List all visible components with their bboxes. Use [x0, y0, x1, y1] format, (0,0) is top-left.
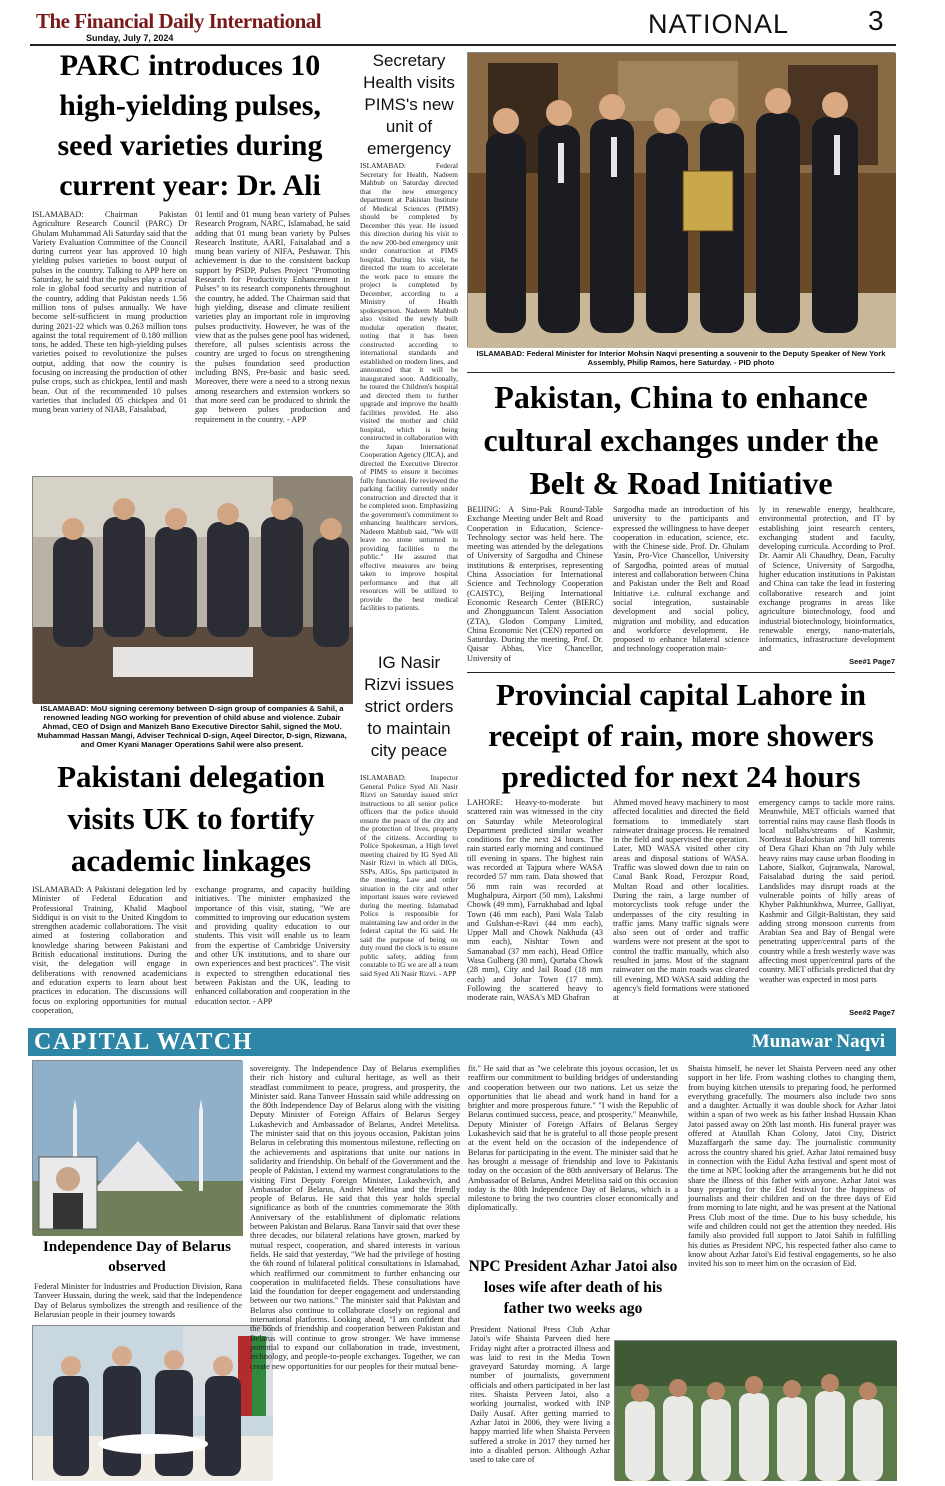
- china-continued-note: See#1 Page7: [849, 657, 895, 666]
- mou-photo-caption: ISLAMABAD: MoU signing ceremony between D-sign group of companies & Sahil, a renowned leading NGO working for prevention of child abuse and violence. Zubair Ahmad, CEO of Dsign and Manizeh Bano Executive Director Sahil, signed the MoU. Muhammad Hassan Mangi, Adviser Technical D-sign, Aqeel Director, D-sign, Rizwana, and Omer Kyani Manager Operations Sahil were also present.: [37, 704, 347, 749]
- lahore-headline: Provincial capital Lahore in receipt of rain, more showers predicted for next 24 hours: [488, 677, 874, 794]
- npc-body-col4: Shaista himself, he never let Shaista Perveen need any other support in her life. From washing clothes to changing them, from buying kitchen utensils to preparing food, he performed everything gracefully. The mourners also include two sons and a daughter. Actually it was double shock for Azhar Jatoi within a span of two week as his father Inshad Hussain Khan Jatoi passed away on 20th last month. His funeral prayer was offered at Ataullah Khan Colony, Jatoi City, District Muzaffargarh the same day. The journalistic community across the country shared his grief. Azhar Jatoi remained busy in connection with the Eidul Azha festival and spent most of the time at NPC looking after the arrangements but he did not share the illness of this father with anyone. Azhar Jatoi was busy preparing for the Eid festival for the happiness of journalists and their children and on the three days of Eid from morning to late night, and he was present at the National Press Club most of the time. Due to his busy schedule, his wife and children could not get the attention they needed. His family also provided full support to Jatoi Sahib in fulfilling his duties as President NPC, his respected father also came to know about Azhar Jatoi's Eid festival engagements, so he also invited his son to meet him on the occasion of Eid.: [688, 1064, 896, 1269]
- mosque-photo-illustration: [33, 1061, 243, 1236]
- naqvi-photo-caption: ISLAMABAD: Federal Minister for Interior Mohsin Naqvi presenting a souvenir to the Deputy Speaker of New York Assembly, Philip Ramos, here Saturday. - PID photo: [476, 349, 886, 367]
- belarus-intro: Federal Minister for Industries and Production Division, Rana Tanveer Hussain, during the week, said that the Independence Day of Belarus symbolizes the strength and resilience of the Belarusian people in their journey towards: [34, 1282, 242, 1319]
- belarus-body-col3: fit." He said that as "we celebrate this joyous occasion, let us reaffirm our commitment to building bridges of understanding and cooperation between our two nations. Let us seize the opportunities that lie ahead and work hand in hand for a brighter and more prosperous future." "I wish the Republic of Belarus continued success, peace, and prosperity." Meanwhile, Deputy Minister of Foreign Affairs of Belarus Sergey Lukashevich said that he is grateful to all those people present at the event held on the occasion of the independence of Belarus for participating in the event. The minister said that he has brought a message of friendship and love to Pakistanis today on the occasion of the 80th anniversary of Belarus. The Ambassador of Belarus, Andrei Metelitsa said on this occasion today is the 80th Independence Day of Belarus, which is a milestone to bring the two countries closer economically and diplomatically.: [468, 1064, 678, 1213]
- faisal-mosque-photo: [32, 1060, 242, 1235]
- divider: [467, 372, 895, 373]
- lahore-continued-note: See#2 Page7: [849, 1008, 895, 1017]
- funeral-photo-illustration: [615, 1341, 897, 1481]
- funeral-prayer-photo: [614, 1340, 896, 1480]
- capital-watch-title: CAPITAL WATCH: [34, 1029, 253, 1055]
- ig-headline: IG Nasir Rizvi issues strict orders to maintain city peace: [364, 653, 454, 760]
- belarus-body-col2: sovereignty. The Independence Day of Belarus exemplifies their rich history and cultural heritage, as well as their steadfast commitment to peace, progress, and prosperity, the Minister said. Rana Tanveer Hussain said while addressing on the 80th Independence Day of Belarus along with the visiting Deputy Minister of Foreign Affairs of Belarus Sergey Lukashevich and Ambassador of Belarus, Andrei Metelitsa. The minister said that on this joyous occasion, Pakistan joins Belarus in celebrating this momentous milestone, reflecting on the achievements and aspirations that unite our nations in solidarity and friendship. On behalf of the Government and the people of Pakistan, I extend my warmest congratulations to the visiting First Deputy Foreign Minister, Lukashevich, and Ambassador of Belarus, Andrei Metelitsa and the friendly people of Belarus. He said that this year holds special significance as both of the countries commemorate the 30th Anniversary of the establishment of diplomatic relations between Pakistan and Belarus. Rana Tanvir said that over these three decades, our bilateral relations have grown, marked by mutual respect, cooperation, and shared interests in various fields. He said that yesterday, "We had the privilege of hosting the 6th round of bilateral political consultations in Islamabad, which reaffirmed our commitment to further enhancing our cooperation in multifaceted fields. These consultations have laid the foundation for deeper engagement and understanding between our two nations." The minister said that Pakistan and Belarus also continue to collaborate closely on regional and international platforms. Looking ahead, "I am confident that the bonds of friendship and cooperation between Pakistan and Belarus will continue to grow stronger. We have immense potential to expand our collaboration in trade, investment, technology, and people-to-people exchanges. Together, we can create new opportunities for our peoples for their mutual bene-: [250, 1064, 460, 1371]
- parc-body-col2: 01 lentil and 01 mung bean variety of Pulses Research Program, NARC, Islamabad, he said adding that 01 mung bean variety by Pulses Research Institute, AARI, Faisalabad and a mung bean variety of NIFA, Peshawar. This achievement is due to the consistent backup support by PSDP, Pulses Project "Promoting Research for Productivity Enhancement in Pulses" to its research components throughout the country, he added. The Chairman said that high yielding, disease and climate resilient varieties play an important role in improving pulses productivity. However, he was of the view that as the pulses gene pool has widened, therefore, all pulses scientists across the country are urged to focus on strengthening the pulses foundation seed production including BNS, Pre-basic and basic seed. Moreover, there were a need to a strong nexus among researchers and extension workers so that more seed can be produced to shrink the gap between pulses production and requirement in the country. - APP: [195, 210, 350, 424]
- npc-body: President National Press Club Azhar Jatoi's wife Shaista Parveen died here Friday night after a protracted illness and was laid to rest in the Media Town graveyard Saturday morning. A large number of journalists, government officials and others participated in her last rites. Shaista Perveen Jatoi, also a working journalist, worked with INP Daily Ausaf. After getting married to Azhar Jatoi in 2006, they were living a happy married life when Shaista Perveen suffered a stroke in 2017 they turned her into a disabled person. Although Azhar used to take care of: [470, 1325, 610, 1465]
- china-body-col1: BEIJING: A Sino-Pak Round-Table Exchange Meeting under Belt and Road Cooperation in Education, Science-Technology sector was held here. The meeting was attended by the delegations of University of Sargodha and Chinese institutions & enterprises, representing China Association for International Science and Technology Cooperation (CAISTC), Beijing International Economic Research Center (BIERC) and Zhongguancun Talent Association (ZTA), Glodon Company Limited, China Economic Net (CEN) reported on Saturday. During the meeting, Prof. Dr. Qaisar Abbas, Vice Chancellor, University of: [467, 505, 603, 663]
- belarus-headline: Independence Day of Belarus observed: [43, 1239, 231, 1275]
- section-name: NATIONAL: [648, 9, 790, 39]
- naqvi-souvenir-photo: [467, 52, 895, 347]
- lahore-body-col2: Ahmed moved heavy machinery to most affected localities and directed the field formations to immediately start rainwater drainage process. He remained in the field and supervised the operation. Later, MD WASA visited other city areas and disposal stations of WASA. Traffic was slowed down due to rain on Canal Bank Road, Ferozpur Road, Multan Road and other localities. During the rain, a large number of motorcyclists took refuge under the underpasses of the city resulting in traffic jams. Many traffic signals were also seen out of order and traffic wardens were not present at the spot to control the traffic manually, which also resulted in jams. Most of the stagnant rainwater on the main roads was cleared till evening, MD WASA said adding the agency's field formations were stationed at: [613, 798, 749, 1003]
- mou-photo-illustration: [33, 477, 353, 704]
- uk-body-col2: exchange programs, and capacity building initiatives. The minister emphasized the importance of this visit, stating, "We are committed to improving our education system and providing quality education to our students. This visit will enable us to learn from the expertise of Cambridge University and other UK institutions, and to share our own experiences and best practices". The visit is expected to strengthen educational ties between Pakistan and the UK, leading to enhanced collaboration and cooperation in the education sector. - APP: [195, 885, 350, 1006]
- lahore-body-col1: LAHORE: Heavy-to-moderate but scattered rain was witnessed in the city on Saturday while Meteorological Department predicted similar weather conditions for the next 24 hours. The rain started early morning and continued till evening in spans. The highest rain was recorded at Tajpura where WASA recorded 57 mm rain. Data showed that 56 mm rain was recorded at Mughalpura, Airport (50 mm), Lakshmi Chowk (49 mm), Farrukhabad and Iqbal Town (46 mm each), Pani Wala Talab and Gulshan-e-Ravi (44 mm each), Upper Mall and Chowk Nakhuda (43 mm each), Nishtar Town and Samanabad (37 mm each), Head Office Wasa Gulberg (30 mm), Qurtaba Chowk (28 mm), City and Jail Road (18 mm each) and Johar Town (17 mm). Following the scattered heavy to moderate rain, WASA's MD Ghafran: [467, 798, 603, 1003]
- divider: [467, 672, 895, 673]
- pims-body: ISLAMABAD: Federal Secretary for Health, Nadeem Mahbub on Saturday directed that the new emergency department at Pakistan Institute of Medical Sciences (PIMS) should be completed by December this year. He issued this direction during his visit to the new 200-bed emergency unit under construction at PIMS hospital. During his visit, he directed the team to accelerate the work pace to ensure the project is completed by December, according to a Ministry of Health spokesperson. Nadeem Mahbub also visited the newly built modular operation theater, noting that it has been constructed according to international standards and established on modern lines, and announced that it will be inaugurated soon. Additionally, he toured the Children's hospital and directed them to further upgrade and improve the health facilities provided. He also visited the mother and child hospital, which is being constructed in collaboration with the Japan International Cooperation Agency (JICA), and directed the Executive Director of PIMS to ensure it becomes fully functional. He reviewed the parking facility currently under construction and directed that it be completed soon. Emphasizing the government's commitment to enhancing healthcare services, Nadeem Mahbub said, "We will leave no stone unturned in providing facilities to the public." He assured that effective measures are being taken to improve hospital performance and that all resources will be utilized to provide the best medical facilities to patients.: [360, 161, 458, 612]
- mou-signing-photo: [32, 476, 352, 703]
- page-number: 3: [868, 5, 884, 36]
- column-author: Munawar Naqvi: [751, 1031, 885, 1052]
- china-headline: Pakistan, China to enhance cultural exchanges under the Belt & Road Initiative: [483, 379, 879, 501]
- uk-body-col1: ISLAMABAD: A Pakistani delegation led by Minister of Federal Education and Professional Training, Khalid Maqbool Siddiqui is on visit to the United Kingdom to strengthen academic collaborations. The visit aimed at fostering collaboration and knowledge sharing between Pakistani and British educational institutions. During the visit, the delegation will engage in deliberations with renowned academicians and education experts to learn about best practices in education. The discussions will focus on exploring opportunities for mutual cooperation,: [32, 885, 187, 1015]
- uk-headline: Pakistani delegation visits UK to fortify academic linkages: [57, 759, 325, 878]
- npc-headline: NPC President Azhar Jatoi also loses wife after death of his father two weeks ago: [468, 1258, 678, 1317]
- ceremony-photo-illustration: [33, 1326, 273, 1481]
- lahore-body-col3: emergency camps to tackle more rains. Meanwhile, MET officials warned that torrential rains may cause flash floods in local nullahs/streams of Kashmir, Northeast Balochistan and hill torrents of Dera Ghazi Khan on 7th July while heavy rains may cause urban flooding in Lahore, Sialkot, Gujranwala, Narowal, Faisalabad during the said period. Landslides may disrupt roads at the vulnerable points of hilly areas of Khyber Pakhtunkhwa, Murree, Galliyat, Kashmir and Gilgit-Baltistan, they said adding strong monsoon currents from Arabian Sea and Bay of Bengal were penetrating upper/central parts of the country while a fresh westerly wave was affecting most upper/central parts of the country. MET officials predicted that dry weather was expected in most parts: [759, 798, 896, 984]
- parc-body-col1: ISLAMABAD: Chairman Pakistan Agriculture Research Council (PARC) Dr Ghulam Muhammad Ali Saturday said that the Variety Evaluation Committee of the Council during current year has approved 10 high yielding pulses varieties to boost output of pulses in the country. Talking to APP here on Saturday, he said that the pulses play a crucial role in global food security and nutrition of the country, adding that Pakistan needs 1.56 million tons of pulses annually. We have become self-sufficient in mung production during 2021-22 which was 0.263 million tons against the total requirement of 0.180 million tons, he added. These ten high-yielding pulses varieties poised to revolutionize the pulses output, adding that now the country is focusing on increasing the production of other pulse crops, such as chickpea, lentil and mash bean. Out of the recommended 10 pulses varieties that included 05 chickpea and 01 mung bean variety of NIAB, Faisalabad,: [32, 210, 187, 415]
- masthead-date: Sunday, July 7, 2024: [86, 33, 174, 43]
- masthead-title: The Financial Daily International: [36, 9, 322, 33]
- china-body-col3: ly in renewable energy, healthcare, environmental protection, and IT by establishing joint research centers, exchanging student and faculty, developing curricula. According to Prof. Dr. Aamir Ali Chaudhry, Dean, Faculty of Science, University of Sargodha, higher education institutions in Pakistan and China can take the lead in fostering collaborative research and joint exchange programs in areas like agriculture biotechnology, food and industrial biotechnology, bioinformatics, renewable energy, nano-materials, informatics, infrastructure development and: [759, 505, 895, 654]
- pims-headline: Secretary Health visits PIMS's new unit of emergency: [363, 51, 455, 158]
- belarus-ceremony-photo: [32, 1325, 272, 1480]
- parc-headline: PARC introduces 10 high-yielding pulses, seed varieties during current year: Dr. Ali: [57, 49, 323, 202]
- ig-body: ISLAMABAD: Inspector General Police Syed Ali Nasir Rizvi on Saturday issued strict instructions to all senior police officers that the police should ensure the peace of the city and the protection of lives, property of the citizens. According to Police Spokesman, a High level meeting chaired by IG Syed Ali Nasir Rizvi in which all DIGs, SSPs, AIGs, Sps participated in the meeting. Law and order situation in the city and other important issues were reviewed during the meeting. Islamabad Police is responsible for maintaining law and order in the federal capital the IG said. He said the purpose of being on duty round the clock is to ensure public safety, adding from constable to IG we are all a team said Syed Ali Nasir Rizvi. - APP: [360, 773, 458, 978]
- naqvi-photo-illustration: [468, 53, 896, 348]
- china-body-col2: Sargodha made an introduction of his university to the participants and expressed the willingness to have deeper cooperation in education, science, etc. with the Chinese side. Prof. Dr. Ghulam Yasin, Pro-Vice Chancellor, University of Sargodha, pointed areas of mutual interest and collaboration between China and Pakistan under the Belt and Road Initiative i.e. cultural exchange and social integration, sustainable development and social policy, migration and mobility, and education and workforce development. He proposed to enhance bilateral science and technology cooperation main-: [613, 505, 749, 654]
